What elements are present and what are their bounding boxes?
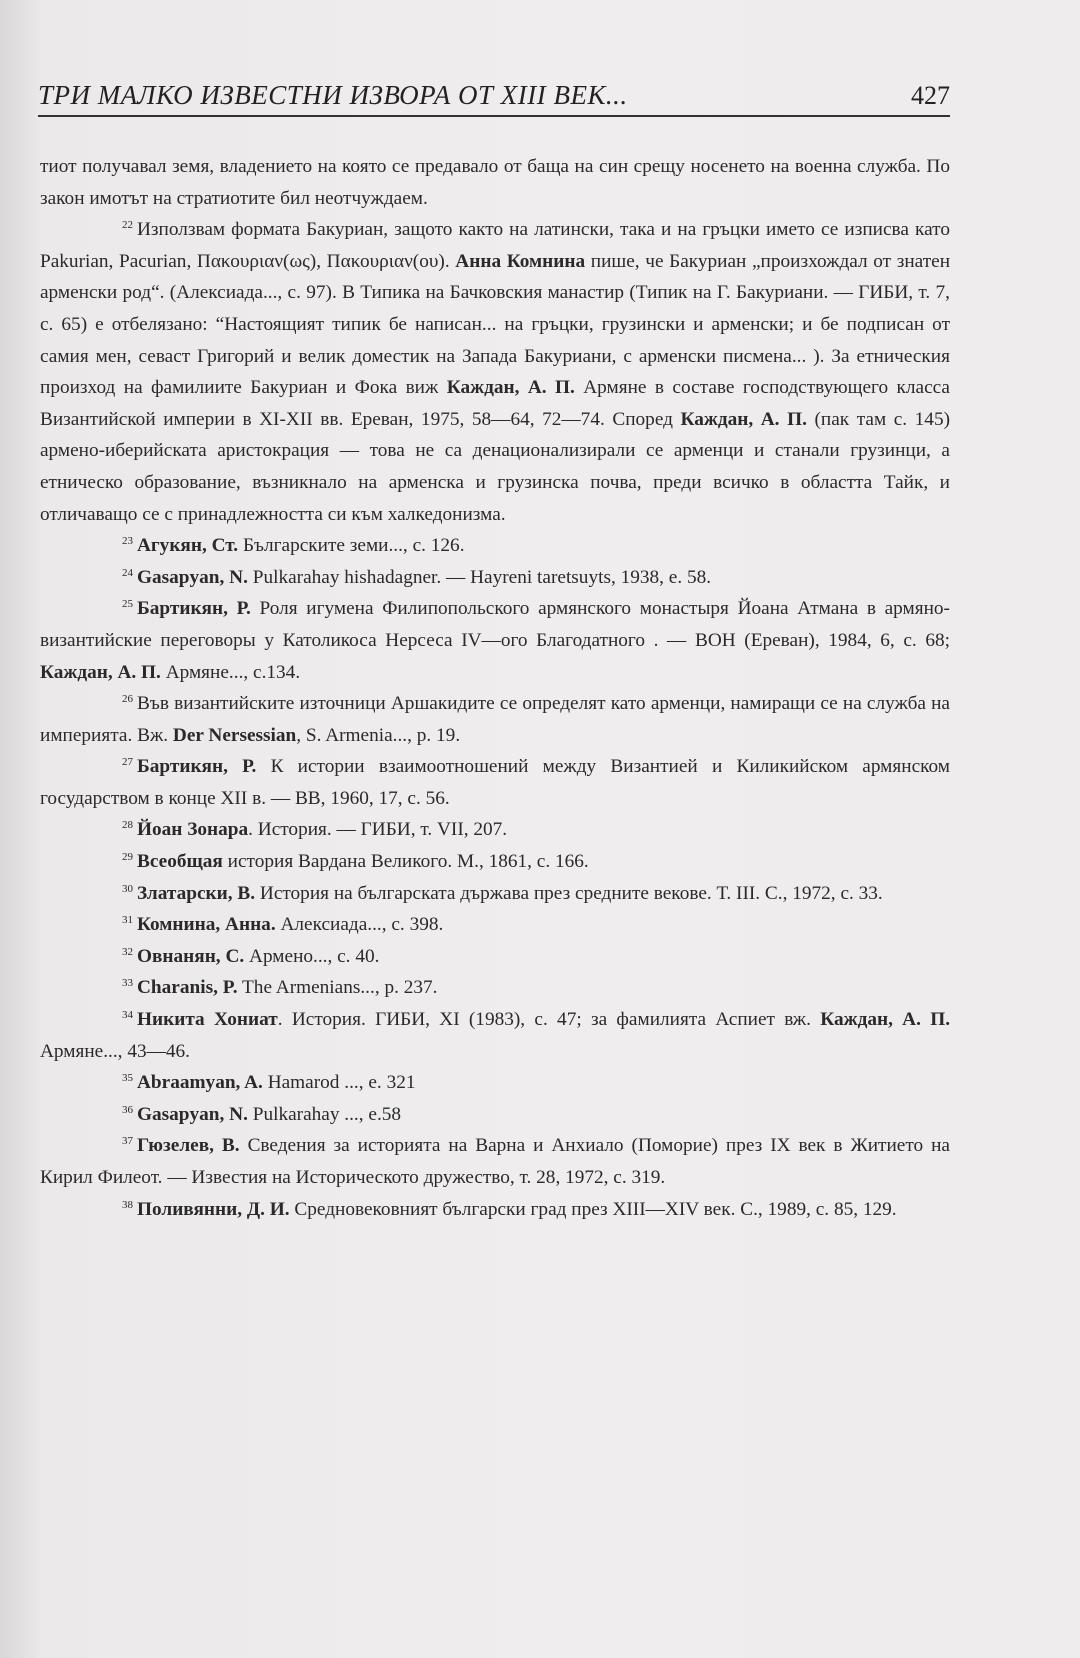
footnote-38: $^{38}$ Поливянни, Д. И. Средновековният български град през XIII—XIV век. С., 1989, с. 85, 129. xyxy=(122,1198,897,1220)
footnote-34: $^{34}$ Никита Хониат. История. ГИБИ, XI (1983), с. 47; за фамилията Аспиет вж. Каждан, А. П. Армяне..., 43—46. xyxy=(40,1009,951,1062)
footnote-32: $^{32}$ Овнанян, С. Армено..., с. 40. xyxy=(122,945,380,967)
footnote-37: $^{37}$ Гюзелев, В. Сведения за историята на Варна и Анхиало (Поморие) през IX век в Житието на Кирил Филеот. — Известия на Историческото дружество, т. 28, 1972, с. 319. xyxy=(40,1135,950,1188)
footnote-27: $^{27}$ Бартикян, Р. К истории взаимоотношений между Византией и Киликийском армянском государством в конце XII в. — ВВ, 1960, 17, с. 56. xyxy=(40,756,950,809)
footnote-33: $^{33}$ Charanis, P. The Armenians..., p. 237. xyxy=(122,977,438,999)
page-header xyxy=(38,80,950,117)
footnote-36: $^{36}$ Gasapyan, N. Pulkarahay ..., e.58 xyxy=(122,1103,402,1125)
footnote-30: $^{30}$ Златарски, В. История на българската държава през средните векове. Т. III. С., 1972, с. 33. xyxy=(122,882,883,904)
footnote-31: $^{31}$ Комнина, Анна. Алексиада..., с. 398. xyxy=(122,914,444,936)
footnotes-body xyxy=(40,151,950,1225)
footnote-22: $^{22}$ Използвам формата Бакуриан, защото както на латински, така и на гръцки името се изписва като Pakurian, Pacurian, Πακουριαν(ως), Πακουριαν(ου). Анна Комнина пише, че Бакуриан „произхождал от знатен арменски род“. (Алексиада..., с. 97). В Типика на Бачковския манастир (Типик на Г. Бакуриани. — ГИБИ, т. 7, с. 65) е отбелязано: “Настоящият типик бе написан... на гръцки, грузински и арменски; и бе подписан от самия мен, севаст Григорий и велик доместик на Запада Бакуриани, с арменски писмена... ). За етническия произход на фамилиите Бакуриан и Фока виж Каждан, А. П. Армяне в составе господствующего класса Византийской империи в XI-XII вв. Ереван, 1975, 58—64, 72—74. Според Каждан, А. П. (пак там с. 145) армено-иберийската аристокрация — това не са денационализирали се арменци и станали грузинци, а етническо образование, възникнало на арменска и грузинска почва, преди всичко в областта Тайк, и отличаващо се с принадлежността си към халкедонизма. xyxy=(40,219,951,525)
footnote-24: $^{24}$ Gasapyan, N. Pulkarahay hishadagner. — Hayreni taretsuyts, 1938, e. 58. xyxy=(122,566,712,588)
page-number: 427 xyxy=(911,81,950,110)
footnote-23: $^{23}$ Агукян, Ст. Българските земи..., с. 126. xyxy=(122,535,465,557)
footnote-continuation: тиот получавал земя, владението на която се предавало от баща на син срещу носенето на военна служба. По закон имотът на стратиотите бил неотчуждаем. xyxy=(40,156,950,209)
footnote-29: $^{29}$ Всеобщая история Вардана Великого. М., 1861, с. 166. xyxy=(122,851,589,873)
footnote-26: $^{26}$ Във византийските източници Аршакидите се определят като арменци, намиращи се на служба на империята. Вж. Der Nersessian, S. Armenia..., p. 19. xyxy=(40,693,950,746)
running-title: ТРИ МАЛКО ИЗВЕСТНИ ИЗВОРА ОТ XIII ВЕК... xyxy=(38,80,628,110)
footnote-35: $^{35}$ Abraamyan, A. Hamarod ..., e. 321 xyxy=(122,1072,416,1094)
footnote-28: $^{28}$ Йоан Зонара. История. — ГИБИ, т. VII, 207. xyxy=(122,819,508,841)
footnote-25: $^{25}$ Бартикян, Р. Роля игумена Филипопольского армянского монастыря Йоана Атмана в армяно-византийские переговоры у Католикоса Нерсеса IV—ого Благодатного . — ВОН (Ереван), 1984, 6, с. 68; Каждан, А. П. Армяне..., с.134. xyxy=(40,598,950,683)
